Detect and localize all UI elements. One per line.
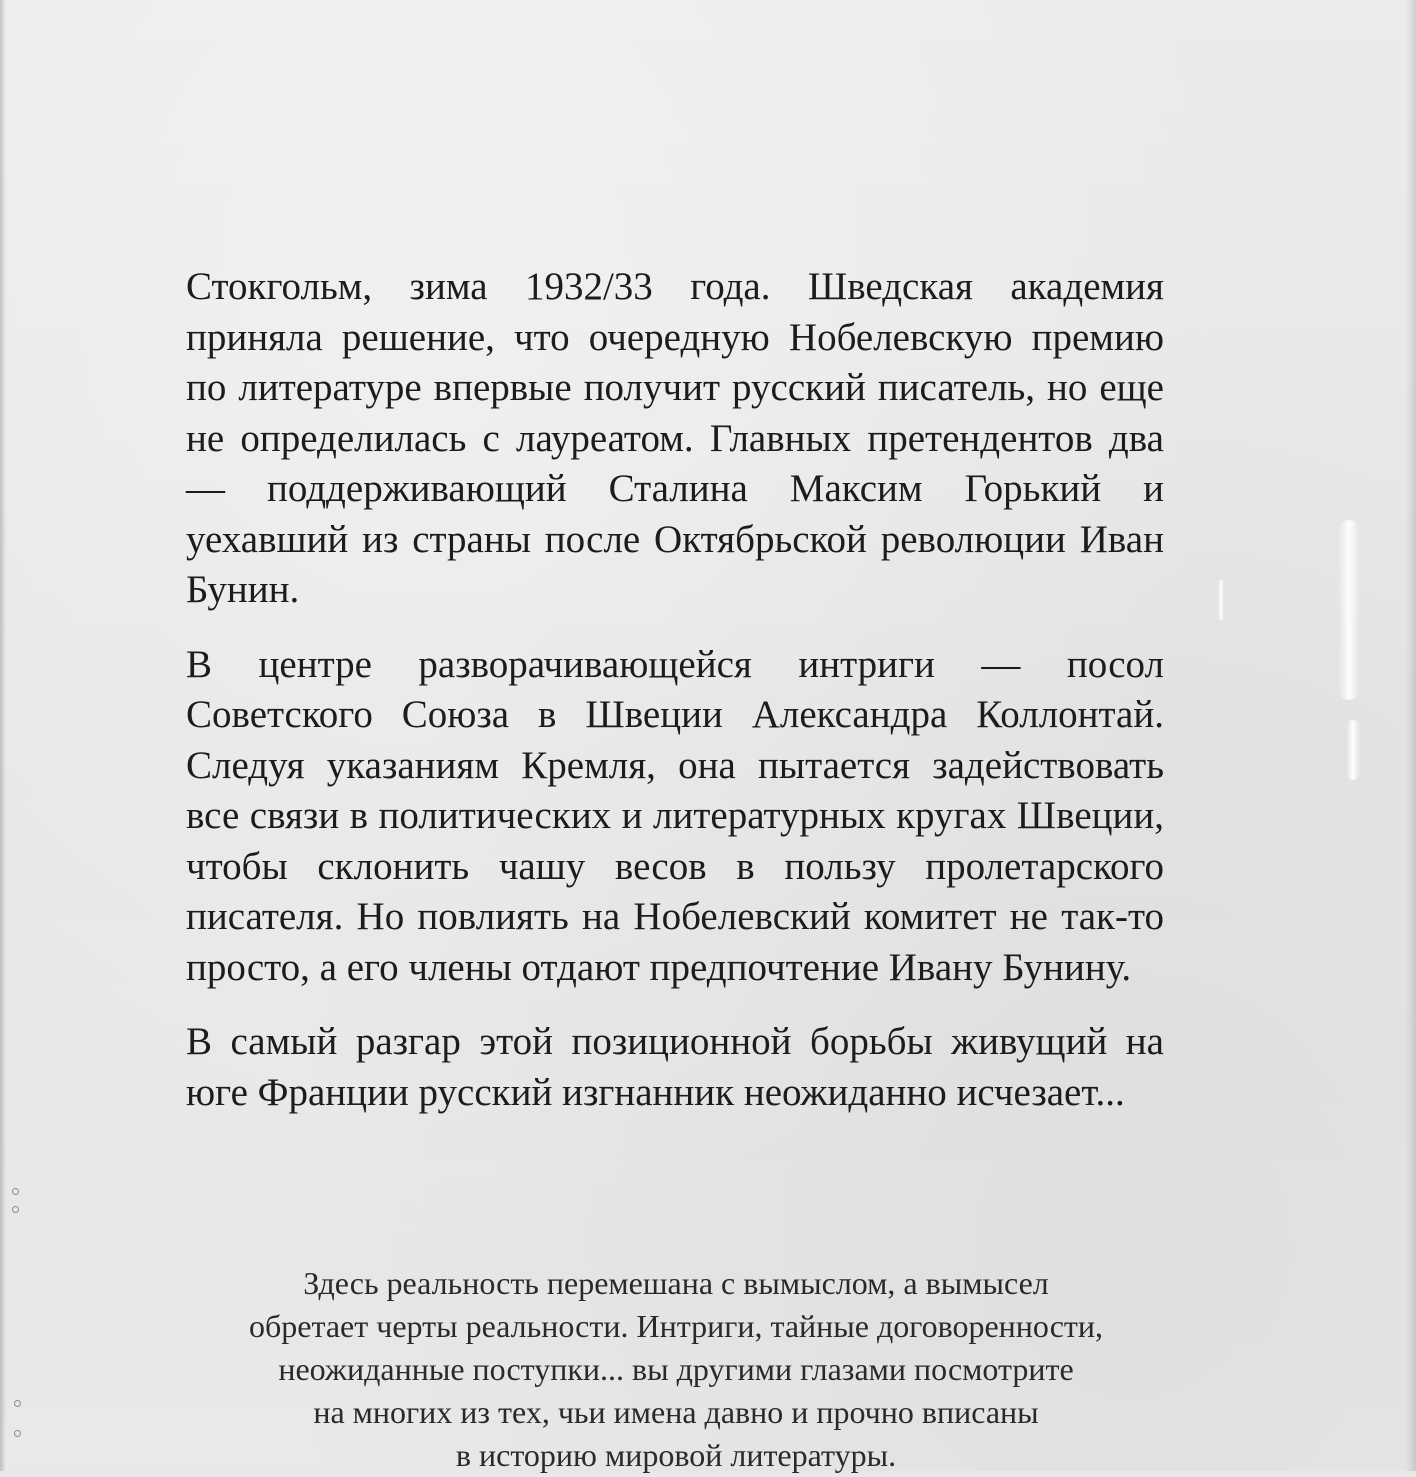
cover-edge-marks: [6, 1180, 36, 1460]
shrink-wrap-glare: [1338, 520, 1360, 700]
tagline-line: на многих из тех, чьи имена давно и прочно вписаны: [313, 1394, 1039, 1430]
tagline-line: Здесь реальность перемешана с вымыслом, а вымысел: [303, 1265, 1049, 1301]
tagline-line: в историю мировой литературы.: [455, 1437, 897, 1473]
book-description: [186, 262, 1164, 1142]
shrink-wrap-glare: [1346, 720, 1360, 780]
description-paragraph-2: В центре разворачивающейся интриги — посол Советского Союза в Швеции Александра Коллонтай. Следуя указаниям Кремля, она пытается задействовать все связи в политических и литературных кругах Швеции, чтобы склонить чашу весов в пользу пролетарского писателя. Но повлиять на Нобелевский комитет не так-то просто, а его члены отдают предпочтение Ивану Бунину.: [186, 642, 1164, 989]
edge-speck: [12, 1188, 19, 1195]
edge-speck: [14, 1400, 21, 1407]
edge-speck: [12, 1206, 19, 1213]
description-paragraph-3: В самый разгар этой позиционной борьбы живущий на юге Франции русский изгнанник неожиданно исчезает...: [186, 1020, 1164, 1114]
shrink-wrap-glare: [1218, 580, 1224, 620]
tagline-line: неожиданные поступки... вы другими глазами посмотрите: [278, 1351, 1074, 1387]
tagline-line: обретает черты реальности. Интриги, тайные договоренности,: [248, 1308, 1104, 1344]
edge-speck: [14, 1430, 21, 1437]
cover-right-edge: [1406, 0, 1416, 1471]
book-tagline: [176, 1262, 1176, 1477]
description-paragraph-1: Стокгольм, зима 1932/33 года. Шведская академия приняла решение, что очередную Нобелевскую премию по литературе впервые получит русский писатель, но еще не определилась с лауреатом. Главных претендентов два — поддерживающий Сталина Максим Горький и уехавший из страны после Октябрьской революции Иван Бунин.: [186, 265, 1164, 611]
